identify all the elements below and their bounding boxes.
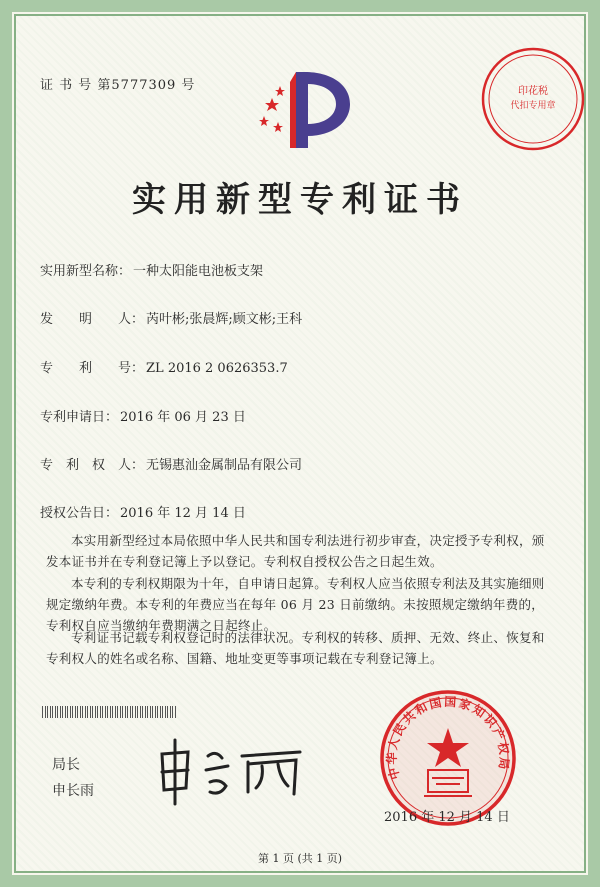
field-label: 专 利 权 人： <box>40 458 145 473</box>
field-label: 专利申请日： <box>40 410 119 425</box>
field-inventors <box>40 308 302 327</box>
paragraph-legal-status: 专利证书记载专利权登记时的法律状况。专利权的转移、质押、无效、终止、恢复和专利权人的姓名或名称、国籍、地址变更等事项记载在专利登记簿上。 <box>46 630 545 666</box>
field-patentee <box>40 454 302 473</box>
field-label: 实用新型名称： <box>40 264 132 279</box>
field-value: 一种太阳能电池板支架 <box>133 264 264 279</box>
barcode <box>42 706 177 718</box>
certificate-number: 证 书 号 第5777309 号 <box>40 78 196 93</box>
field-utility-model-name <box>40 260 263 279</box>
officer-name: 申长雨 <box>52 783 94 799</box>
field-grant-date <box>40 502 246 521</box>
svg-text:代扣专用章: 代扣专用章 <box>510 101 556 111</box>
svg-text:印花税: 印花税 <box>518 86 548 97</box>
svg-text:中华人民共和国国家知识产权局: 中华人民共和国国家知识产权局 <box>384 694 512 782</box>
field-value: ZL 2016 2 0626353.7 <box>146 361 288 376</box>
issue-date: 2016 年 12 月 14 日 <box>384 810 510 825</box>
signature-icon <box>150 730 310 810</box>
field-label: 授权公告日： <box>40 506 119 521</box>
field-value: 无锡惠汕金属制品有限公司 <box>146 458 303 473</box>
patent-office-logo-icon <box>250 64 360 154</box>
field-label: 发 明 人： <box>40 312 145 327</box>
field-value: 2016 年 06 月 23 日 <box>120 410 246 425</box>
field-value: 芮叶彬;张晨辉;顾文彬;王科 <box>146 312 303 327</box>
field-application-date <box>40 406 246 425</box>
certificate-title: 实用新型专利证书 <box>132 180 468 220</box>
field-value: 2016 年 12 月 14 日 <box>120 506 246 521</box>
field-label: 专 利 号： <box>40 361 145 376</box>
page-footer: 第 1 页 (共 1 页) <box>257 852 343 865</box>
field-patent-number <box>40 357 288 376</box>
paragraph-grant: 本实用新型经过本局依照中华人民共和国专利法进行初步审查，决定授予专利权，颁发本证书并在专利登记簿上予以登记。专利权自授权公告之日起生效。 <box>46 533 545 569</box>
tax-stamp-icon <box>478 44 588 154</box>
paragraph-term: 本专利的专利权期限为十年，自申请日起算。专利权人应当依照专利法及其实施细则规定缴纳年费。本专利的年费应当在每年 06 月 23 日前缴纳。未按照规定缴纳年费的，专利权自应当缴纳年费期满之日起终止。 <box>46 576 545 633</box>
officer-title: 局长 <box>52 757 80 773</box>
